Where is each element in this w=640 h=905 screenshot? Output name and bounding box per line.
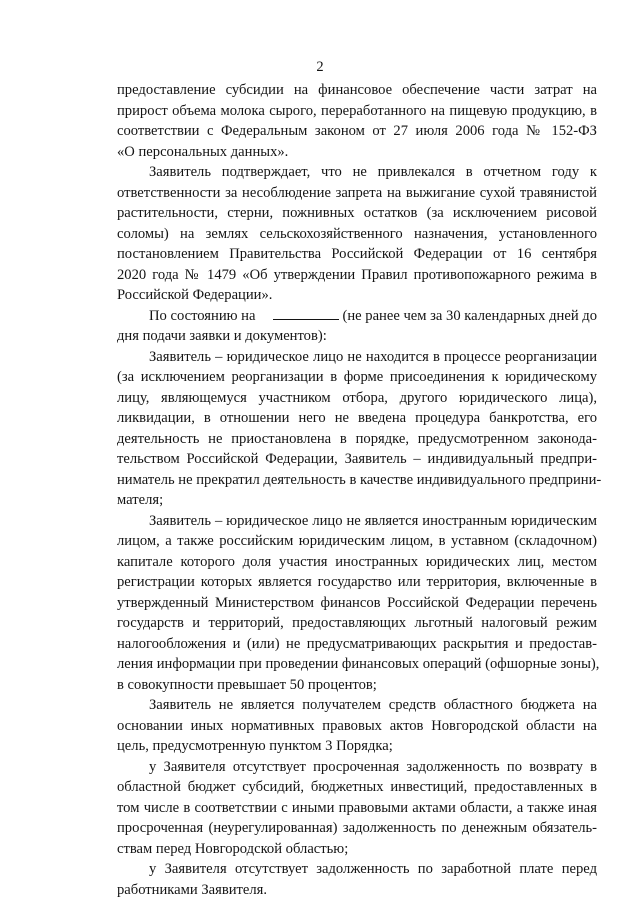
text-line: (за исключением реорганизации в форме присоединения к юридическому [117, 369, 597, 385]
text-line: утвержденный Министерством финансов Российской Федерации перечень [117, 594, 597, 611]
text-line: прирост объема молока сырого, переработанного на пищевую продукцию, в [117, 102, 597, 119]
text-line: лицу, являющемуся участником отбора, другого юридического лица), [117, 389, 597, 406]
text-line: мателя; [117, 492, 164, 508]
text-line: просроченная (неурегулированная) задолженность по денежным обязатель- [117, 820, 597, 836]
text-line: Заявитель подтверждает, что не привлекался в отчетном году к [149, 164, 597, 180]
text-line: у Заявителя отсутствует задолженность по заработной плате перед [149, 861, 597, 877]
text-line: ответственности за несоблюдение запрета на выжигание сухой травянистой [117, 184, 597, 201]
text-line: том числе в соответствии с иными правовыми актами области, а также иная [117, 799, 597, 816]
document-body [117, 80, 602, 900]
text-line: соломы) на землях сельскохозяйственного назначения, установленного [117, 225, 597, 242]
text-line: государств и территорий, предоставляющих льготный налоговый режим [117, 615, 597, 631]
date-blank-field[interactable] [273, 307, 339, 320]
text-line: налогообложения и (или) не предусматривающих раскрытия и предостав- [117, 635, 597, 652]
text-line: ствам перед Новгородской областью; [117, 840, 349, 857]
paragraph-no-overdue-debt [117, 757, 597, 860]
text-line: регистрации которых является государство или территория, включенные в [117, 574, 597, 590]
page-number: 2 [316, 59, 324, 75]
text-line: Заявитель – юридическое лицо не находится в процессе реорганизации [149, 348, 597, 365]
text-line: капитале которого доля участия иностранных юридических лиц, местом [117, 553, 597, 570]
text-line: 2020 года № 1479 «Об утверждении Правил противопожарного режима в [117, 266, 597, 283]
paragraph-not-foreign-entity [117, 511, 600, 696]
text-line: работниками Заявителя. [117, 881, 268, 898]
paragraph-status-date [117, 306, 597, 347]
text-line: соответствии с Федеральным законом от 27 июля 2006 года № 152-ФЗ [117, 123, 597, 139]
paragraph-consent-continuation [117, 80, 597, 162]
paragraph-no-burning-liability [117, 162, 597, 306]
text-line: предоставление субсидии на финансовое обеспечение части затрат на [117, 82, 597, 98]
paragraph-no-wage-arrears [117, 859, 597, 900]
text-line: Заявитель – юридическое лицо не является иностранным юридическим [149, 512, 597, 529]
text-line: в совокупности превышает 50 процентов; [117, 676, 377, 693]
text-line: постановлением Правительства Российской Федерации от 16 сентября [117, 246, 597, 262]
text-line: Российской Федерации». [117, 287, 273, 303]
paragraph-no-reorganization [117, 347, 602, 511]
status-date-note: (не ранее чем за 30 календарных дней до [342, 307, 597, 324]
text-line: у Заявителя отсутствует просроченная задолженность по возврату в [149, 758, 597, 775]
text-line: ликвидации, в отношении него не введена процедура банкротства, его [117, 410, 597, 426]
status-date-label: По состоянию на [149, 307, 256, 324]
text-line: ления информации при проведении финансовых операций (офшорные зоны), [117, 656, 600, 672]
text-line: растительности, стерни, пожнивных остатков (за исключением рисовой [117, 205, 597, 221]
text-line: ниматель не прекратил деятельность в качестве индивидуального предприни- [117, 471, 602, 488]
text-line: областной бюджет субсидий, бюджетных инвестиций, предоставленных в [117, 779, 597, 795]
text-line: основании иных нормативных правовых актов Новгородской области на [117, 717, 597, 734]
text-line: дня подачи заявки и документов): [117, 328, 327, 344]
text-line: «О персональных данных». [117, 143, 289, 160]
paragraph-not-budget-recipient [117, 695, 597, 757]
text-line: деятельность не приостановлена в порядке, предусмотренном законода- [117, 430, 597, 447]
text-line-with-blank [117, 306, 597, 327]
text-line: лицом, а также российским юридическим лицом, в уставном (складочном) [117, 533, 597, 549]
text-line: цель, предусмотренную пунктом 3 Порядка; [117, 738, 393, 754]
text-line: тельством Российской Федерации, Заявитель – индивидуальный предпри- [117, 451, 597, 467]
text-line: Заявитель не является получателем средств областного бюджета на [149, 697, 597, 713]
